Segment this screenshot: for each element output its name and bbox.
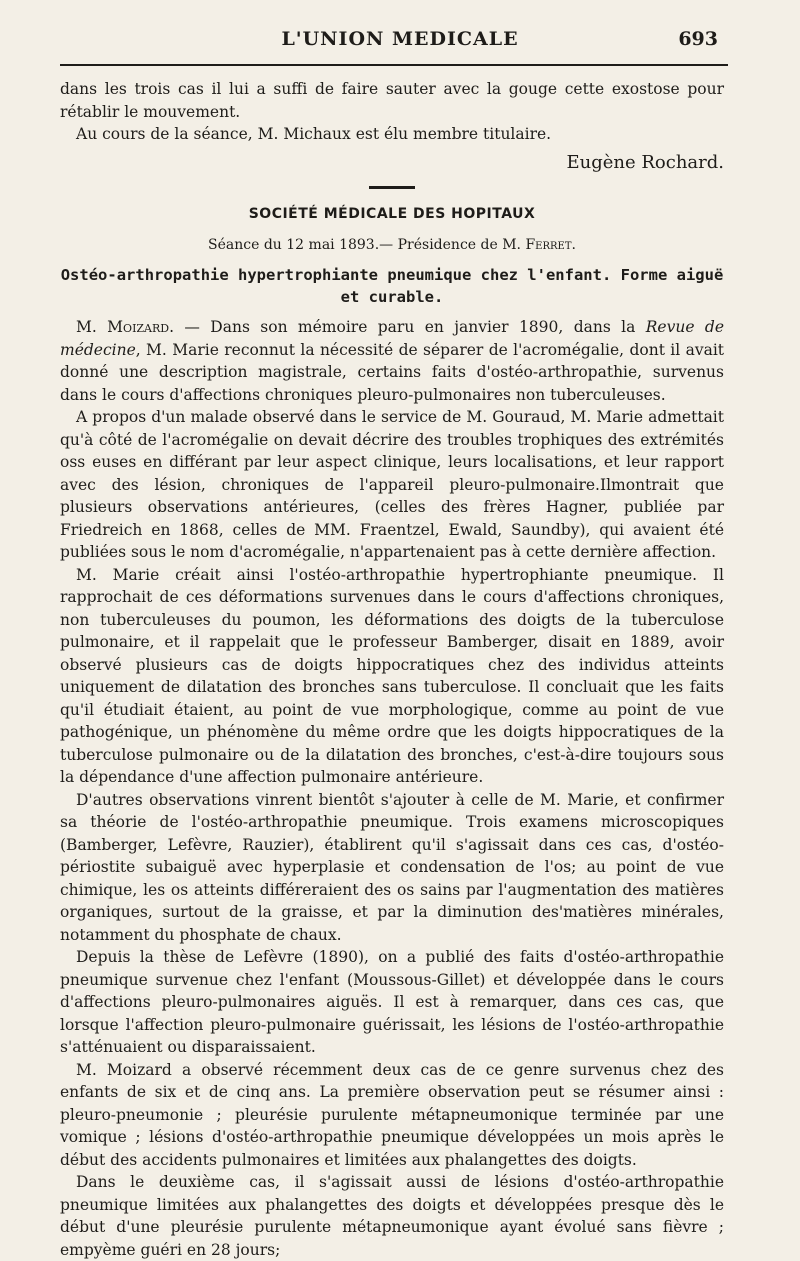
article-title: Ostéo-arthropathie hypertrophiante pneumique chez l'enfant. Forme aiguë et curable. bbox=[60, 266, 724, 306]
article-paragraph-6: M. Moizard a observé récemment deux cas de ce genre survenus chez des enfants de six et de cinq ans. La première observation peut se résumer ainsi : pleuro-pneumonie ; pleurésie purulente métapneumonique terminée par une vomique ; lésions d'ostéo-arthropathie pneumique développées un mois après le début des accidents pulmonaires et limitées aux phalangettes des doigts. bbox=[60, 1060, 724, 1169]
running-header-title: L'UNION MEDICALE bbox=[281, 28, 519, 50]
paragraph-1-after: , M. Marie reconnut la nécessité de séparer de l'acromégalie, dont il avait donné une description magistrale, certains faits d'ostéo-arthropathie, survenus dans le cours d'affections chroniques pleuro-pulmonaires non tuberculeuses. bbox=[60, 340, 724, 404]
paragraph-author: M. Moizard. bbox=[76, 318, 175, 336]
intro-paragraph: dans les trois cas il lui a suffi de faire sauter avec la gouge cette exostose pour rétablir le mouvement. bbox=[60, 80, 724, 121]
signature-name: Eugène Rochard. bbox=[566, 151, 724, 173]
article-paragraph-3: M. Marie créait ainsi l'ostéo-arthropathie hypertrophiante pneumique. Il rapprochait de ces déformations survenues dans le cours d'affections chroniques, non tuberculeuses du poumon, les déformations des doigts de la tuberculose pulmonaire, et il rappelait que le professeur Bamberger, disait en 1889, avoir observé plusieurs cas de doigts hippocratiques chez des individus atteints uniquement de dilatation des bronches sans tuberculose. Il concluait que les faits qu'il étudiait étaient, au point de vue morphologique, comme au point de vue pathogénique, un phénomène du même ordre que les doigts hippocratiques de la tuberculose pulmonaire ou de la dilatation des bronches, c'est-à-dire toujours sous la dépendance d'une affection pulmonaire antérieure. bbox=[60, 565, 724, 786]
session-prefix: Séance du 12 mai 1893.— Présidence de M. bbox=[208, 236, 526, 253]
session-line bbox=[60, 234, 724, 257]
article-paragraph-5: Depuis la thèse de Lefèvre (1890), on a publié des faits d'ostéo-arthropathie pneumique survenue chez l'enfant (Moussous-Gillet) et développée dans le cours d'affections pleuro-pulmonaires aiguës. Il est à remarquer, dans ces cas, que lorsque l'affection pleuro-pulmonaire guérissait, les lésions de l'ostéo-arthropathie s'atténuaient ou disparaissaient. bbox=[60, 948, 724, 1056]
article-paragraph-7: Dans le deuxième cas, il s'agissait aussi de lésions d'ostéo-arthropathie pneumique limitées aux phalangettes des doigts et développées presque dès le début d'une pleurésie purulente métapneumonique ayant évolué sans fièvre ; empyème guéri en 28 jours; bbox=[60, 1173, 724, 1259]
article-paragraph-2: A propos d'un malade observé dans le service de M. Gouraud, M. Marie admettait qu'à côté de l'acromégalie on devait décrire des troubles trophiques des extrémités oss euses en différant par leur aspect clinique, leurs localisations, et leur rapport avec des lésion, chroniques de l'appareil pleuro-pulmonaire.Ilmontrait que plusieurs observations antérieures, (celles des frères Hagner, publiée par Friedreich en 1868, celles de MM. Fraentzel, Ewald, Saundby), qui avaient été publiées sous le nom d'acromégalie, n'appartenaient pas à cette dernière affection. bbox=[60, 408, 724, 561]
paragraph-1-before: — Dans son mémoire paru en janvier 1890, dans la bbox=[174, 318, 646, 336]
page-content bbox=[60, 78, 724, 1261]
intro-election-paragraph: Au cours de la séance, M. Michaux est élu membre titulaire. bbox=[76, 125, 552, 143]
session-suffix: . bbox=[571, 236, 576, 253]
header-rule bbox=[60, 64, 728, 66]
society-heading: SOCIÉTÉ MÉDICALE DES HOPITAUX bbox=[248, 206, 536, 222]
article-paragraph-1 bbox=[60, 316, 724, 406]
page-number: 693 bbox=[678, 28, 718, 50]
article-paragraph-4: D'autres observations vinrent bientôt s'ajouter à celle de M. Marie, et confirmer sa théorie de l'ostéo-arthropathie pneumique. Trois examens microscopiques (Bamberger, Lefèvre, Rauzier), établirent qu'il s'agissait dans ces cas, d'ostéo-périostite subaiguë avec hyperplasie et condensation de l'os; au point de vue chimique, les os atteints différeraient des os sains par l'augmentation des matières organiques, surtout de la graisse, et par la diminution des'matières minérales, notamment du phosphate de chaux. bbox=[60, 790, 724, 944]
session-president: Ferret bbox=[525, 236, 572, 253]
signature bbox=[60, 152, 724, 175]
journal-name: Revue de médecine bbox=[60, 318, 724, 359]
section-separator bbox=[369, 186, 415, 189]
